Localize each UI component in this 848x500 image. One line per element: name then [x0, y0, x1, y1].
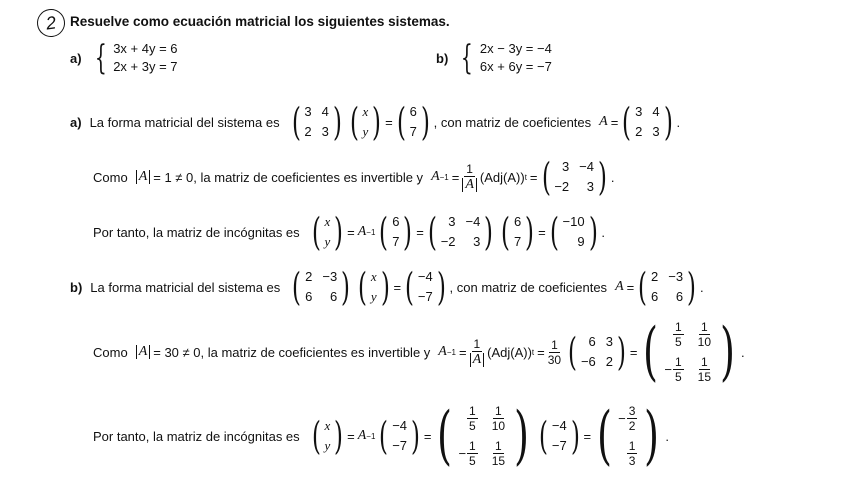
system-a-eq2: 2x + 3y = 7	[113, 59, 178, 74]
part-b-det: = 30 ≠ 0	[153, 344, 201, 360]
part-a-line1: a) La forma matricial del sistema es ( 3 4 2 3 ) ( x y ) = ( 6 7 ) , con matriz de coeficientes A = ( 3 4 2 3 ) .	[70, 100, 681, 144]
system-a-label: a)	[70, 50, 82, 66]
part-a-line3: Por tanto, la matriz de incógnitas es ( x y ) = A −1 ( 6 7 ) = ( 3 −4 −2 3 ) ( 6 7 ) = ( −10 9 ) .	[93, 210, 606, 254]
part-a-label: a)	[70, 114, 82, 130]
system-b-eq2: 6x + 6y = −7	[479, 59, 552, 74]
coefficient-matrix-A: ( 3 4 2 3 )	[622, 100, 673, 144]
brace: {	[94, 38, 107, 78]
part-b-line3-text: Por tanto, la matriz de incógnitas es	[93, 428, 300, 444]
brace: {	[461, 38, 474, 78]
part-b-line1-text: La forma matricial del sistema es	[90, 279, 281, 295]
constants-vector: ( 6 7 )	[396, 100, 430, 144]
part-b-line2-text: , la matriz de coeficientes es invertible y	[200, 344, 431, 360]
part-b-label: b)	[70, 279, 83, 295]
part-a-line3-text: Por tanto, la matriz de incógnitas es	[93, 224, 300, 240]
part-a-line2: Como A = 1 ≠ 0 , la matriz de coeficientes es invertible y A −1 = $\frac{1}{A}$ (Adj(A)) t = ( 3 −4 −2 3 ) .	[93, 155, 615, 199]
coefficient-matrix: ( 3 4 2 3 )	[291, 100, 342, 144]
system-b	[436, 40, 552, 76]
system-b-label: b)	[436, 50, 449, 66]
adjoint-matrix: ( 6 3 −6 2 )	[568, 330, 626, 374]
part-a-det: = 1 ≠ 0	[153, 169, 194, 185]
inverse-matrix-b: ( $\frac{1}{5}$ $\frac{1}{10}$ − $\frac{1}{5}$ $\frac{1}{15}$ )	[643, 315, 736, 389]
solution-vector-a: ( −10 9 )	[549, 210, 598, 254]
solution-vector-b: ( − $\frac{3}{2}$ $\frac{1}{3}$ )	[597, 399, 660, 473]
part-b-line2: Como A = 30 ≠ 0 , la matriz de coeficientes es invertible y A −1 = $\frac{1}{A}$ (Adj(A)) t = $\frac{1}{30}$ ( 6 3 −6 2 ) = ( $\frac{1}{5}$ $\frac{1}{10}$ − $\frac{1}{5}$ $\frac{1}{15}$ ) .	[93, 315, 745, 389]
system-a-eq1: 3x + 4y = 6	[113, 41, 178, 56]
inverse-matrix: ( 3 −4 −2 3 )	[541, 155, 607, 199]
determinant-A: A	[136, 170, 151, 184]
part-b-line1: b) La forma matricial del sistema es ( 2 −3 6 6 ) ( x y ) = ( −4 −7 ) , con matriz de coeficientes A = ( 2 −3 6 6 ) .	[70, 265, 704, 309]
part-a-line1-suffix: , con matriz de coeficientes	[433, 114, 592, 130]
problem-title: Resuelve como ecuación matricial los siguientes sistemas.	[70, 14, 450, 29]
part-a-line2-text: , la matriz de coeficientes es invertible y	[193, 169, 424, 185]
problem-number: 2	[44, 12, 58, 34]
unknowns-vector: ( x y )	[349, 100, 382, 144]
part-b-line1-suffix: , con matriz de coeficientes	[449, 279, 608, 295]
part-b-line3: Por tanto, la matriz de incógnitas es ( x y ) = A −1 ( −4 −7 ) = ( $\frac{1}{5}$ $\frac{1}{10}$ − $\frac{1}{5}$ $\frac{1}{15}$ ) ( −4 −7 ) = ( − $\frac{3}{2}$ $\frac{1}{3}$ ) .	[93, 399, 669, 473]
part-a-line1-text: La forma matricial del sistema es	[89, 114, 280, 130]
problem-number-circle	[35, 7, 67, 39]
system-a	[70, 40, 178, 76]
system-b-eq1: 2x − 3y = −4	[479, 41, 552, 56]
